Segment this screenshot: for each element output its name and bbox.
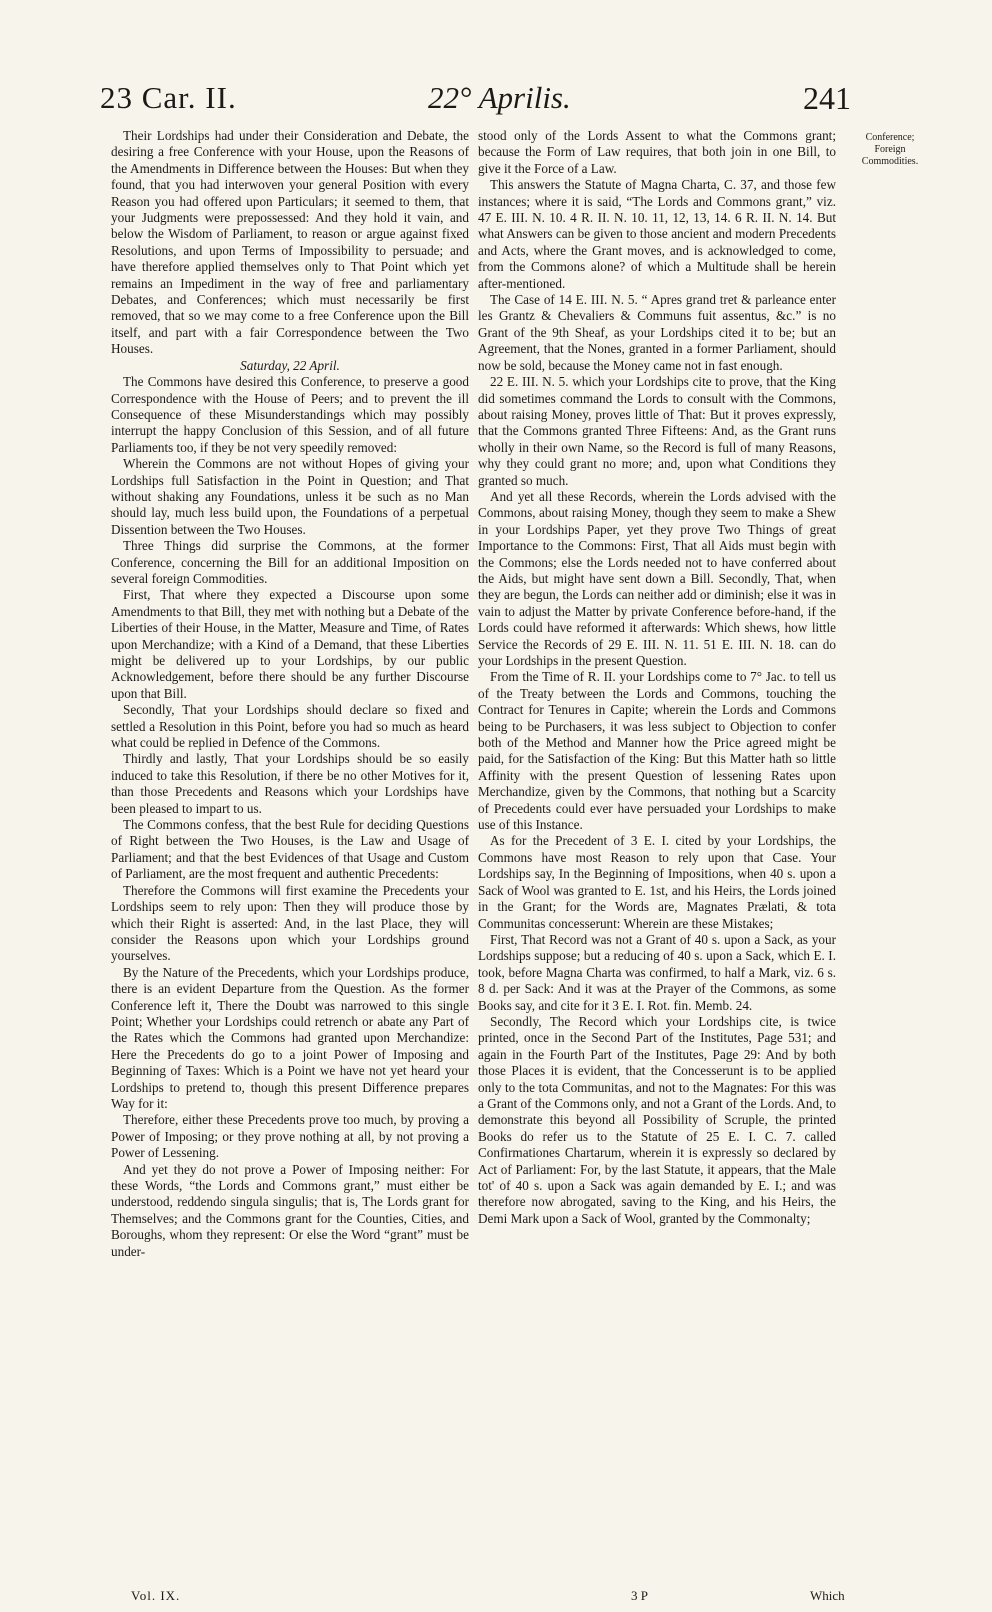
margin-note: Conference; Foreign Commodities. [861,132,919,167]
volume-label: Vol. IX. [131,1588,181,1603]
paragraph: And yet they do not prove a Power of Imposing neither: For these Words, “the Lords and Commons grant,” must either be understood, reddendo singula singulis; that is, The Lords grant for Themselves; and the Commons grant for the Counties, Cities, and Boroughs, whom they represent: Or else the Word “grant” must be under- [111,1161,469,1259]
section-date-heading: Saturday, 22 April. [240,357,340,373]
paragraph: Secondly, That your Lordships should declare so fixed and settled a Resolution in this Point, before you had so much as heard what could be replied in Defence of the Commons. [111,702,469,751]
paragraph: First, That Record was not a Grant of 40 s. upon a Sack, as your Lordships suppose; but a reducing of 40 s. upon a Sack, which E. I. took, before Magna Charta was confirmed, to half a Mark, viz. 6 s. 8 d. per Sack: And it was at the Prayer of the Commons, as some Books say, and cite for it 3 E. I. Rot. fin. Memb. 24. [478,931,836,1013]
running-date: 22° Aprilis. [428,80,571,115]
paragraph: Therefore, either these Precedents prove too much, by proving a Power of Imposing; or they prove nothing at all, by not proving a Power of Lessening. [111,1112,469,1161]
paragraph: Thirdly and lastly, That your Lordships should be so easily induced to take this Resolution, if there be no other Motives for it, than those Precedents and Reasons which your Lordships have been pleased to impart to us. [111,751,469,816]
paragraph: Wherein the Commons are not without Hopes of giving your Lordships full Satisfaction in the Point in Question; and That without shaking any Foundations, unless it be such as no Man should lay, much less build upon, the Foundations of a perpetual Dissention between the Two Houses. [111,456,469,537]
paragraph: First, That where they expected a Discourse upon some Amendments to that Bill, they met with nothing but a Debate of the Liberties of their House, in the Matter, Measure and Time, of Rates upon Merchandize; with a Kind of a Demand, that these Liberties might be delivered up to your Lordships, by our public Acknowledgement, before there should be any further Discourse upon that Bill. [111,587,469,701]
paragraph: The Commons confess, that the best Rule for deciding Questions of Right between the Two Houses, is the Law and Usage of Parliament; and that the best Evidences of that Usage and Custom of Parliament, are the most frequent and authentic Precedents: [111,817,469,882]
paragraph: Their Lordships had under their Consideration and Debate, the desiring a free Conference with your House, upon the Reasons of the Amendments in Difference between the Houses: But when they found, that you had interwoven your general Position with every Reason you had offered upon Particulars; it seemed to them, that your Judgments were prepossessed: And they hold it vain, and below the Wisdom of Parliament, to reason or argue against fixed Resolutions, and upon Terms of Impossibility to persuade; and have therefore applied themselves only to That Point which yet remains an Impediment in the way of free and parliamentary Debates, and Conferences; which must necessarily be first removed, that so we may come to a free Conference upon the Bill itself, and part with a fair Correspondence between the Two Houses. [111,128,469,357]
paragraph: The Case of 14 E. III. N. 5. “ Apres grand tret & parleance enter les Grantz & Chevaliers & Communs fuit assentus, &c.” is no Grant of the 9th Sheaf, as your Lordships cited it to be; but an Agreement, that the Nones, granted in a former Parliament, should now be sold, because the Money came not in fast enough. [478,292,836,373]
paragraph: And yet all these Records, wherein the Lords advised with the Commons, about raising Money, though they seem to make a Shew in your Lordships Paper, yet they prove Two Things of great Importance to the Commons: First, That all Aids must begin with the Commons; else the Lords needed not to have conferred about the Aids, but might have sent down a Bill. Secondly, That, when they are begun, the Lords can neither add or diminish; else it was in vain to adjust the Matter by private Conference before-hand, if the Lords could have reformed it afterwards: Which shews, how little Service the Records of 29 E. III. N. 11. 51 E. III. N. 18. can do your Lordships in the present Question. [478,488,836,668]
paragraph: As for the Precedent of 3 E. I. cited by your Lordships, the Commons have most Reason to rely upon that Case. Your Lordships say, In the Beginning of Impositions, when 40 s. upon a Sack of Wool was granted to E. 1st, and his Heirs, the Lords joined in the Grant; for the Words are, Magnates Prælati, & tota Communitas concesserunt: Wherein are these Mistakes; [478,833,836,931]
paragraph: 22 E. III. N. 5. which your Lordships cite to prove, that the King did sometimes command the Lords to consult with the Commons, about raising Money, proves little of That: But it proves expressly, that the Commons granted Three Fifteens: And, as the Grant runs wholly in their own Name, so the Record is full of many Reasons, why they could grant no more; and, upon what Conditions they granted so much. [478,374,836,488]
page-header [0,80,992,124]
paragraph: From the Time of R. II. your Lordships come to 7° Jac. to tell us of the Treaty between the Lords and Commons, touching the Contract for Tenures in Capite; wherein the Lords and Commons being to be Purchasers, it was less subject to Objection to confer both of the Method and Manner how the Price agreed might be paid, for the Satisfaction of the King: But this Matter hath so little Affinity with the present Question of lessening Rates upon Merchandize, given by the Commons, that nothing but a Scarcity of Precedents could ever have persuaded your Lordships to make use of this Instance. [478,669,836,833]
page-footer [0,1588,992,1606]
right-column [478,128,836,1227]
catchword: Which [810,1588,845,1603]
paragraph: This answers the Statute of Magna Charta, C. 37, and those few instances; where it is said, “The Lords and Commons grant,” viz. 47 E. III. N. 10. 4 R. II. N. 10. 11, 12, 13, 14. 6 R. II. N. 14. But what Answers can be given to those ancient and modern Precedents and Acts, where the Grant moves, and is acknowledged to come, from the Commons alone? of which a Multitude shall be herein after-mentioned. [478,177,836,291]
paragraph: The Commons have desired this Conference, to preserve a good Correspondence with the House of Peers; and to prevent the ill Consequence of these Misunderstandings which may possibly interrupt the happy Conclusion of this Session, and of all future Parliaments too, if they be not very speedily removed: [111,374,469,455]
left-column [111,128,469,1260]
page-number: 241 [803,80,851,116]
regnal-year: 23 Car. II. [100,80,237,115]
signature-mark: 3 P [631,1588,648,1603]
paragraph: Three Things did surprise the Commons, at the former Conference, concerning the Bill for an additional Imposition on several foreign Commodities. [111,538,469,586]
paragraph: By the Nature of the Precedents, which your Lordships produce, there is an evident Departure from the Question. As the former Conference left it, There the Doubt was narrowed to this single Point; Whether your Lordships could retrench or abate any Part of the Rates which the Commons had granted upon Merchandize: Here the Precedents do go to a joint Power of Imposing and Beginning of Taxes: Which is a Point we have not yet heard your Lordships to pretend to, though this present Difference prepares Way for it: [111,964,469,1111]
paragraph: stood only of the Lords Assent to what the Commons grant; because the Form of Law requires, that both join in one Bill, to give it the Force of a Law. [478,128,836,176]
paragraph: Therefore the Commons will first examine the Precedents your Lordships seem to rely upon: Then they will produce those by which their Right is asserted: And, in the last Place, they will consider the Reasons upon which your Lordships ground yourselves. [111,882,469,964]
paragraph: Secondly, The Record which your Lordships cite, is twice printed, once in the Second Part of the Institutes, Page 531; and again in the Fourth Part of the Institutes, Page 29: And by both those Places it is evident, that the Concesserunt is to be applied only to the tota Communitas, and not to the Magnates: For this was a Grant of the Commons only, and not a Grant of the Lords. And, to demonstrate this beyond all Possibility of Scruple, the printed Books do refer us to the Statute of 25 E. I. C. 7. called Confirmationes Chartarum, wherein it is expressly so declared by Act of Parliament: For, by the last Statute, it appears, that the Male tot' of 40 s. upon a Sack was again demanded by E. I.; and was therefore now abrogated, saving to the King, and his Heirs, the Demi Mark upon a Sack of Wool, granted by the Commonalty; [478,1013,836,1226]
